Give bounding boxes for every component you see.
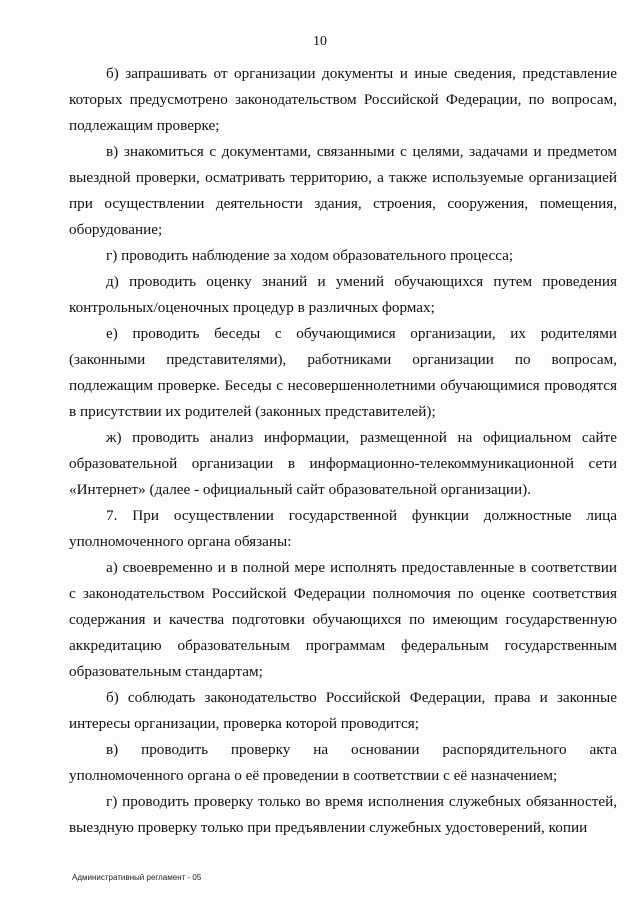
document-footer: Административный регламент - 05 (72, 873, 202, 882)
paragraph-7-obligations: 7. При осуществлении государственной функции должностные лица уполномоченного органа обязаны: (69, 507, 617, 550)
paragraph-v-inspect-documents: в) знакомиться с документами, связанными с целями, задачами и предметом выездной проверки, осматривать территорию, а также используемые организацией при осуществлении деятельности здания, строения, сооружения, помещения, оборудование; (69, 143, 617, 238)
page-number: 10 (313, 34, 327, 49)
paragraph-e-conversations: е) проводить беседы с обучающимися организации, их родителями (законными представителями), работниками организации по вопросам, подлежащим проверке. Беседы с несовершеннолетними обучающимися проводятся в присутствии их родителей (законных представителей); (69, 325, 617, 420)
paragraph-b-observe-law: б) соблюдать законодательство Российской Федерации, права и законные интересы организации, проверка которой проводится; (69, 689, 617, 732)
paragraph-g-observe-process: г) проводить наблюдение за ходом образовательного процесса; (106, 247, 514, 264)
paragraph-g-working-hours: г) проводить проверку только во время исполнения служебных обязанностей, выездную проверку только при предъявлении служебных удостоверений, копии (69, 793, 617, 836)
paragraph-d-assess-knowledge: д) проводить оценку знаний и умений обучающихся путем проведения контрольных/оценочных процедур в различных формах; (69, 273, 617, 316)
regulation-text (69, 61, 617, 841)
paragraph-a-exercise-powers: а) своевременно и в полной мере исполнять предоставленные в соответствии с законодательством Российской Федерации полномочия по оценке соответствия содержания и качества подготовки обучающихся по имеющим государственную аккредитацию образовательным программам федеральным государственным образовательным стандартам; (69, 559, 617, 680)
paragraph-b-request-documents: б) запрашивать от организации документы и иные сведения, представление которых предусмотрено законодательством Российской Федерации, по вопросам, подлежащим проверке; (69, 65, 617, 134)
paragraph-zh-website-analysis: ж) проводить анализ информации, размещенной на официальном сайте образовательной организации в информационно-телекоммуникационной сети «Интернет» (далее - официальный сайт образовательной организации). (69, 429, 617, 498)
paragraph-v-conduct-inspection: в) проводить проверку на основании распорядительного акта уполномоченного органа о её проведении в соответствии с её назначением; (69, 741, 617, 784)
